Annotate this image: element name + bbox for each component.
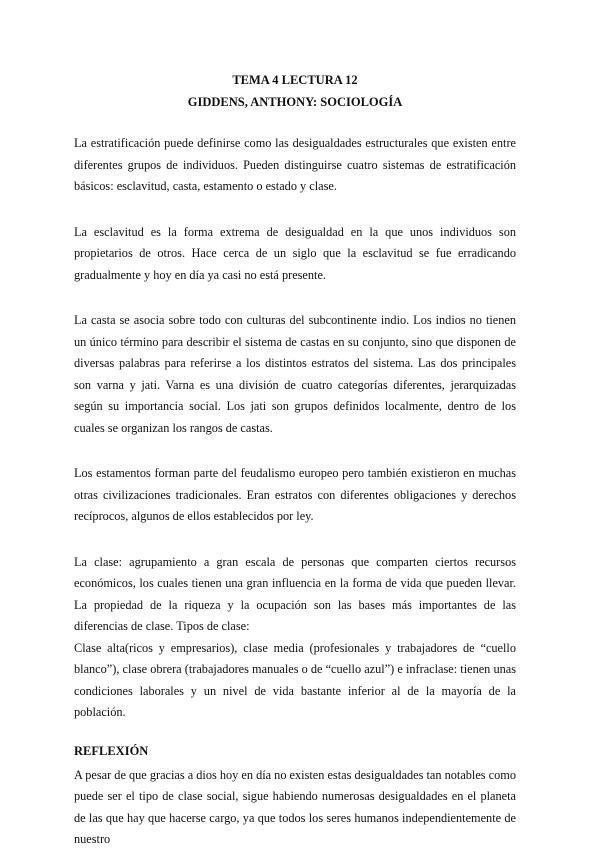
paragraph-tipos-de-clase: Clase alta(ricos y empresarios), clase media (profesionales y trabajadores de “cuello blanco”), clase obrera (trabajadores manuales o de “cuello azul”) e infraclase: tienen unas condiciones laborales y un nivel de vida bastante inferior al de la mayoría de la población. <box>74 640 516 719</box>
title-block <box>74 70 516 112</box>
paragraph-estratificacion: La estratificación puede definirse como las desigualdades estructurales que existen entre diferentes grupos de individuos. Pueden distinguirse cuatro sistemas de estratificación básicos: esclavitud, casta, estamento o estado y clase. <box>74 136 516 193</box>
paragraph-esclavitud: La esclavitud es la forma extrema de desigualdad en la que unos individuos son propietarios de otros. Hace cerca de un siglo que la esclavitud se fue erradicando gradualmente y hoy en día ya casi no está presente. <box>74 224 516 282</box>
document-subtitle: GIDDENS, ANTHONY: SOCIOLOGÍA <box>187 95 403 109</box>
reflection-heading: REFLEXIÓN <box>74 743 149 758</box>
paragraph-clase: La clase: agrupamiento a gran escala de personas que comparten ciertos recursos económicos, los cuales tienen una gran influencia en la forma de vida que pueden llevar. La propiedad de la riqueza y la ocupación son las bases más importantes de las diferencias de clase. Tipos de clase: <box>74 554 516 633</box>
paragraph-casta: La casta se asocia sobre todo con culturas del subcontinente indio. Los indios no tienen un único término para describir el sistema de castas en su conjunto, sino que disponen de diversas palabras para referirse a los distintos estratos del sistema. Las dos principales son varna y jati. Varna es una división de cuatro categorías diferentes, jerarquizadas según su importancia social. Los jati son grupos definidos localmente, dentro de los cuales se organizan los rangos de castas. <box>74 313 516 435</box>
reflection-paragraph: A pesar de que gracias a dios hoy en día no existen estas desigualdades tan notables como puede ser el tipo de clase social, sigue habiendo numerosas desigualdades en el planeta de las que hay que hacerse cargo, ya que todos los seres humanos independientemente de nuestro <box>74 767 516 846</box>
paragraph-estamentos: Los estamentos forman parte del feudalismo europeo pero también existieron en muchas otras civilizaciones tradicionales. Eran estratos con diferentes obligaciones y derechos recíprocos, algunos de ellos establecidos por ley. <box>74 466 516 523</box>
document-title: TEMA 4 LECTURA 12 <box>232 73 358 87</box>
